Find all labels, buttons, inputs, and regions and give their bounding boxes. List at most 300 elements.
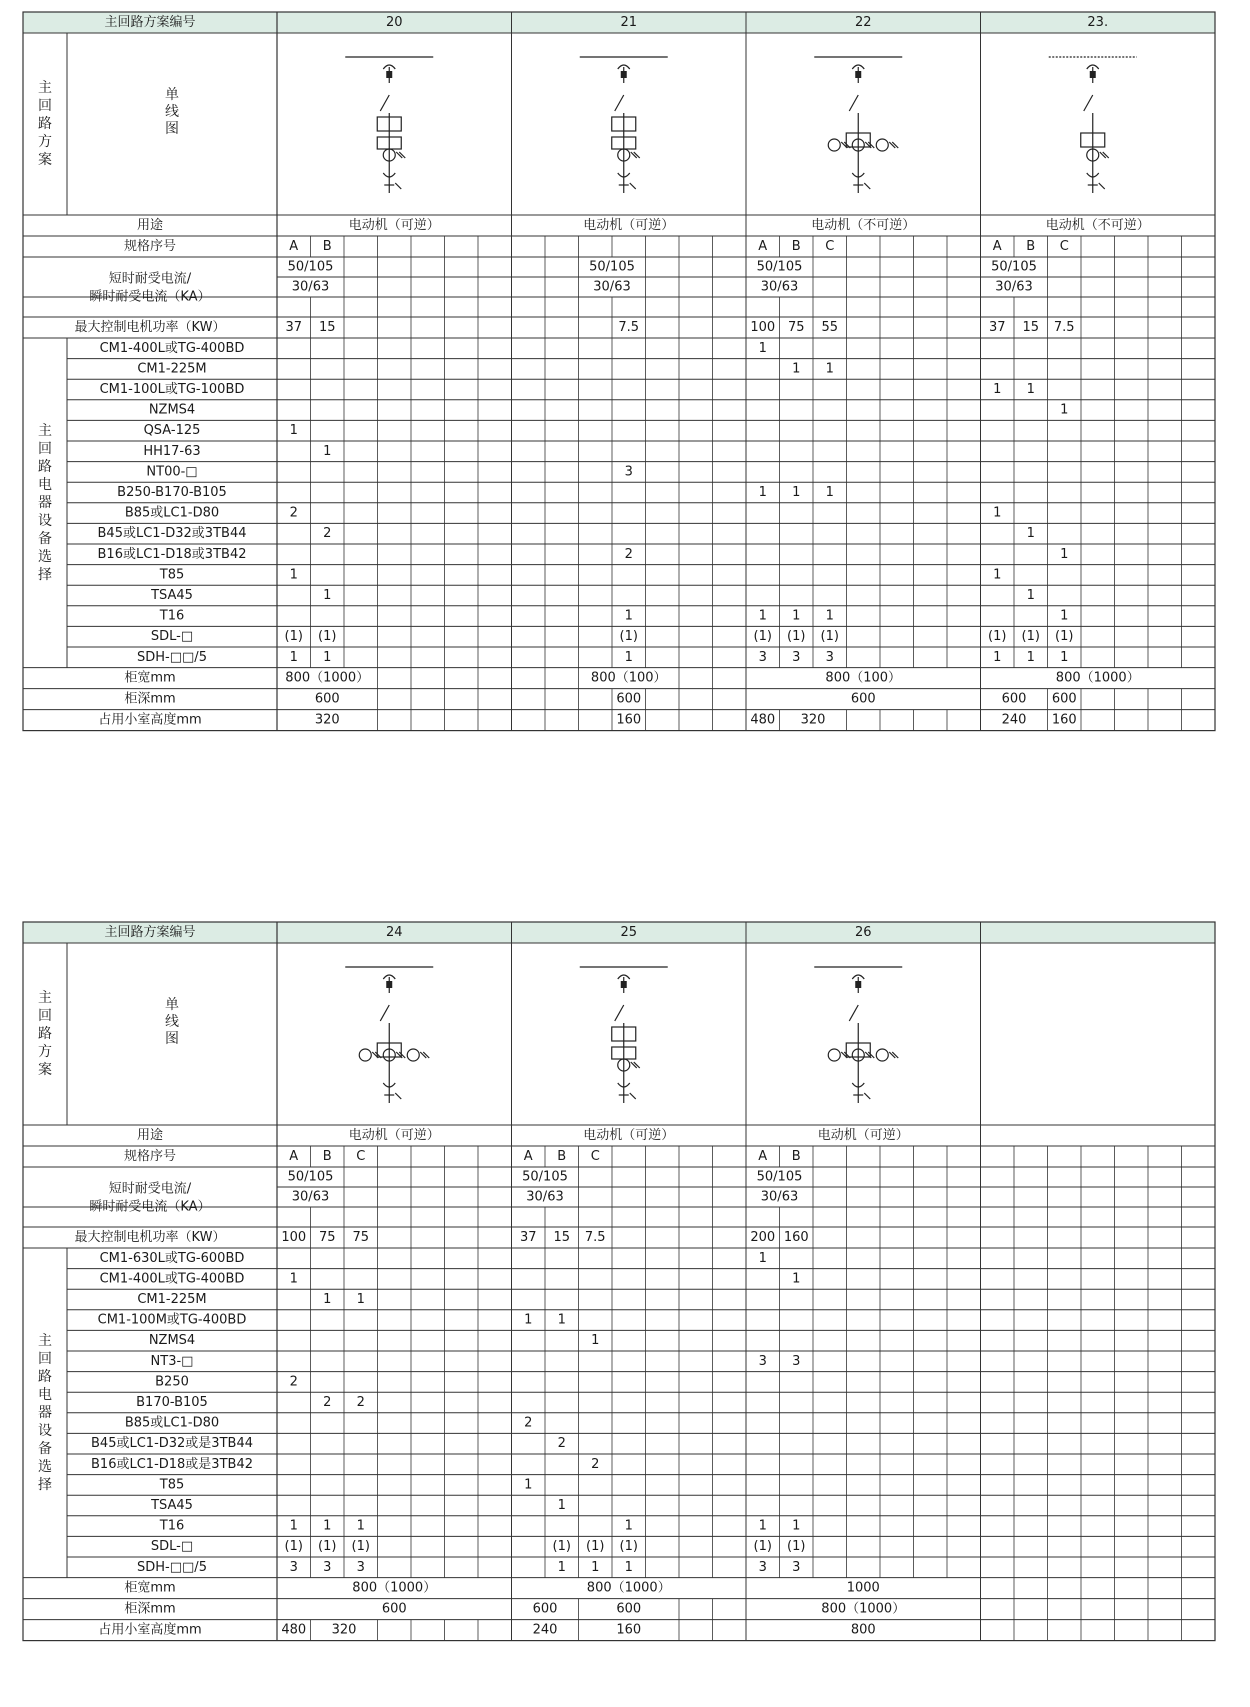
table-cell: 800（100） [825, 670, 902, 686]
main-circuit-vertical-label-char: 主 [38, 990, 52, 1006]
table-cell: A [289, 1149, 299, 1164]
table-cell: 50/105 [589, 259, 635, 275]
fuse-icon [855, 71, 861, 78]
ct-earth-mark [423, 1052, 429, 1058]
table-cell: 800（1000） [285, 670, 370, 686]
table-cell: A [289, 239, 299, 254]
table-cell: 1 [1026, 382, 1035, 397]
spec-number-label: 规格序号 [123, 1149, 177, 1164]
table-cell: (1) [351, 1539, 370, 1555]
table-cell: 1 [356, 1292, 365, 1307]
table-cell: 2 [356, 1395, 365, 1410]
ct-earth-mark [399, 152, 405, 158]
table-cell: 1 [557, 1312, 566, 1328]
usage-value: 电动机（可逆） [348, 218, 440, 233]
equipment-vertical-label-char: 备 [38, 530, 52, 547]
table-cell: 1 [1060, 608, 1069, 624]
equipment-item-label: SDH-□□/5 [137, 1559, 207, 1575]
single-line-label-char: 图 [165, 1031, 179, 1047]
table-cell: 7.5 [618, 320, 640, 335]
table-cell: 160 [1051, 712, 1077, 728]
equipment-vertical-label-char: 路 [38, 458, 52, 475]
main-circuit-vertical-label-char: 案 [38, 152, 52, 168]
equipment-item-label: B45或LC1-D32或是3TB44 [91, 1436, 253, 1452]
usage-value: 电动机（不可逆） [811, 218, 916, 233]
table-cell: 1 [323, 443, 332, 459]
equipment-item-label: CM1-400L或TG-400BD [99, 1271, 245, 1287]
max-motor-power-label: 最大控制电机功率（KW） [74, 1230, 226, 1245]
ct-earth-mark [892, 142, 898, 148]
ct-earth-mark [631, 152, 637, 158]
equipment-vertical-label-char: 主 [38, 1332, 52, 1349]
table-cell: 1 [289, 1271, 298, 1287]
fuse-icon [621, 981, 627, 988]
table-cell: 600 [314, 691, 340, 707]
table-cell: 1 [758, 608, 767, 624]
table-cell: 2 [323, 526, 332, 542]
table-cell: 50/105 [287, 259, 334, 275]
table-cell: 600 [532, 1601, 558, 1617]
fuse-icon [386, 71, 392, 78]
table-cell: 600 [1001, 691, 1027, 707]
table-cell: 1 [624, 1559, 633, 1575]
table-cell: 800（1000） [1055, 670, 1140, 686]
usage-label: 用途 [136, 218, 164, 233]
equipment-vertical-label-char: 器 [38, 494, 52, 511]
equipment-item-label: B250 [155, 1374, 189, 1390]
ct-earth-mark [634, 152, 640, 158]
scheme-number: 25 [620, 925, 638, 940]
table-cell: 600 [850, 691, 876, 707]
equipment-item-label: B16或LC1-D18或3TB42 [97, 546, 247, 562]
single-line-label-char: 单 [165, 997, 179, 1013]
table-cell: 1 [557, 1498, 566, 1513]
equipment-item-label: SDL-□ [150, 629, 194, 645]
equipment-item-label: B45或LC1-D32或3TB44 [97, 526, 247, 542]
ct-earth-mark [631, 1062, 637, 1068]
table-cell: (1) [586, 1539, 605, 1555]
table-cell: 30/63 [291, 1189, 330, 1205]
breaker-icon [380, 95, 389, 111]
table-cell: 37 [988, 320, 1006, 335]
table-cell: (1) [552, 1539, 571, 1555]
table-cell: 800（1000） [352, 1580, 437, 1596]
fuse-icon [621, 71, 627, 78]
table-cell: 320 [800, 712, 826, 728]
table-cell: 240 [1001, 712, 1027, 728]
usage-value: 电动机（可逆） [817, 1128, 909, 1143]
scheme-number-label: 主回路方案编号 [104, 925, 196, 940]
table-cell: 2 [323, 1395, 332, 1410]
usage-value: 电动机（可逆） [348, 1128, 440, 1143]
scheme-number-label: 主回路方案编号 [104, 15, 196, 30]
table-cell: 1 [758, 485, 767, 500]
table-cell: (1) [753, 1539, 772, 1555]
equipment-item-label: CM1-400L或TG-400BD [99, 340, 245, 356]
scheme-number: 23. [1087, 15, 1109, 30]
ct-earth-mark [889, 142, 895, 148]
table-cell: 3 [792, 649, 801, 665]
breaker-icon [615, 95, 624, 111]
table-cell: C [1059, 239, 1069, 254]
table-cell: 3 [758, 1559, 767, 1575]
table-cell: 1 [1026, 588, 1035, 603]
equipment-item-label: TSA45 [151, 588, 193, 603]
table-cell: 50/105 [991, 259, 1037, 275]
table-cell: 1 [758, 1518, 767, 1534]
single-line-diagram [345, 57, 433, 193]
single-line-diagram [345, 967, 433, 1103]
cabinet-width-label: 柜宽mm [124, 670, 176, 686]
equipment-item-label: CM1-630L或TG-600BD [99, 1250, 245, 1266]
table-cell: 1 [289, 649, 298, 665]
table-cell: A [758, 1149, 768, 1164]
usage-label: 用途 [136, 1128, 164, 1143]
table-cell: 160 [616, 712, 642, 728]
cabinet-width-label: 柜宽mm [124, 1580, 176, 1596]
equipment-item-label: CM1-225M [137, 1292, 207, 1307]
table-cell: 1 [289, 1518, 298, 1534]
table-cell: 3 [758, 649, 767, 665]
compartment-height-label: 占用小室高度mm [98, 1622, 202, 1638]
table-cell: (1) [787, 629, 806, 645]
breaker-icon [380, 1005, 389, 1021]
peak-current-label: 瞬时耐受电流（KA） [89, 289, 211, 305]
ct-earth-mark [864, 183, 870, 189]
equipment-vertical-label-char: 选 [38, 1458, 52, 1475]
equipment-item-label: B85或LC1-D80 [124, 1415, 220, 1431]
ct-earth-mark [420, 1052, 426, 1058]
table-cell: (1) [820, 629, 839, 645]
table-cell: 1 [1060, 649, 1069, 665]
equipment-item-label: CM1-100L或TG-100BD [99, 382, 245, 397]
main-circuit-vertical-label-char: 案 [38, 1062, 52, 1078]
table-cell: 1 [993, 649, 1002, 665]
equipment-item-label: TSA45 [151, 1498, 193, 1513]
equipment-item-label: NZMS4 [148, 1333, 196, 1349]
single-line-label-char: 单 [165, 87, 179, 103]
table-cell: (1) [787, 1539, 806, 1555]
table-cell: 1 [289, 423, 298, 439]
table-cell: 600 [616, 691, 642, 707]
table-cell: 3 [323, 1559, 332, 1575]
breaker-icon [615, 1005, 624, 1021]
current-transformer-icon [407, 1049, 419, 1061]
single-line-diagram [814, 967, 902, 1103]
table-cell: (1) [619, 1539, 638, 1555]
single-line-diagram [1049, 57, 1137, 193]
table-cell: 50/105 [756, 259, 803, 275]
table-cell: 1 [825, 608, 834, 624]
table-cell: 800（100） [590, 670, 667, 686]
table-cell: 37 [519, 1230, 537, 1245]
equipment-vertical-label [38, 423, 52, 583]
scheme-table-1 [23, 12, 1215, 731]
equipment-item-label: B85或LC1-D80 [124, 505, 220, 521]
table-cell: (1) [1021, 629, 1040, 645]
ct-earth-mark [395, 183, 401, 189]
equipment-item-label: CM1-225M [137, 361, 207, 377]
equipment-vertical-label-char: 回 [38, 1350, 52, 1367]
table-cell: 3 [624, 464, 633, 480]
table-cell: 1 [524, 1477, 533, 1493]
equipment-item-label: HH17-63 [143, 443, 201, 459]
table-cell: C [590, 1149, 600, 1164]
table-cell: 200 [750, 1230, 776, 1245]
table-cell: 1 [524, 1312, 533, 1328]
fuse-icon [386, 981, 392, 988]
equipment-vertical-label-char: 备 [38, 1440, 52, 1457]
table-cell: 50/105 [287, 1169, 334, 1185]
main-circuit-vertical-label-char: 路 [38, 116, 52, 132]
table-cell: B [557, 1149, 567, 1164]
table-cell: 7.5 [1053, 320, 1075, 335]
ct-earth-mark [1103, 152, 1109, 158]
table-cell: (1) [284, 1539, 303, 1555]
compartment-height-label: 占用小室高度mm [98, 712, 202, 728]
main-circuit-vertical-label-char: 回 [38, 1008, 52, 1024]
scheme-number: 22 [854, 15, 872, 30]
ct-earth-mark [630, 1093, 636, 1099]
table-cell: 1 [624, 1518, 633, 1534]
table-cell: B [322, 239, 332, 254]
table-cell: 2 [557, 1436, 566, 1452]
table-cell: 1 [792, 608, 801, 624]
ct-earth-mark [892, 1052, 898, 1058]
main-circuit-vertical-label [38, 80, 52, 168]
table-cell: 7.5 [584, 1230, 606, 1245]
current-transformer-icon [876, 1049, 888, 1061]
table-cell: 3 [758, 1353, 767, 1369]
header-row [23, 12, 1215, 33]
table-cell: 1000 [846, 1580, 880, 1596]
table-cell: 240 [532, 1622, 558, 1638]
table-cell: 1 [825, 361, 834, 377]
table-cell: 55 [821, 320, 839, 335]
ct-earth-mark [1099, 183, 1105, 189]
table-cell: A [992, 239, 1002, 254]
equipment-vertical-label-char: 选 [38, 548, 52, 565]
table-cell: 3 [792, 1353, 801, 1369]
single-line-label-char: 线 [165, 104, 179, 120]
equipment-vertical-label [38, 1333, 52, 1493]
table-cell: C [825, 239, 835, 254]
table-cell: 320 [314, 712, 340, 728]
single-line-diagram [814, 57, 902, 193]
equipment-vertical-label-char: 电 [38, 1386, 52, 1403]
scheme-number: 21 [620, 15, 638, 30]
table-cell: 1 [323, 1518, 332, 1534]
main-circuit-vertical-label [38, 990, 52, 1078]
ct-earth-mark [634, 1062, 640, 1068]
table-cell: (1) [318, 1539, 337, 1555]
table-cell: 75 [787, 320, 805, 335]
breaker-icon [1084, 95, 1093, 111]
table-cell: 50/105 [522, 1169, 568, 1185]
table-cell: 800（1000） [586, 1580, 671, 1596]
table-cell: 2 [624, 546, 633, 562]
equipment-vertical-label-char: 路 [38, 1368, 52, 1385]
table-cell: 1 [624, 649, 633, 665]
table-cell: 1 [323, 1292, 332, 1307]
equipment-vertical-label-char: 主 [38, 422, 52, 439]
single-line-diagram [580, 967, 668, 1103]
current-transformer-icon [876, 139, 888, 151]
equipment-vertical-label-char: 电 [38, 476, 52, 493]
short-current-label: 短时耐受电流/ [108, 271, 192, 287]
table-cell: 75 [352, 1230, 370, 1245]
table-cell: 600 [616, 1601, 642, 1617]
table-cell: B [1026, 239, 1036, 254]
table-cell: 3 [289, 1559, 298, 1575]
short-current-label: 短时耐受电流/ [108, 1181, 192, 1197]
table-cell: 480 [750, 712, 776, 728]
table-cell: A [758, 239, 768, 254]
table-cell: 30/63 [593, 279, 631, 295]
breaker-icon [849, 95, 858, 111]
table-cell: 1 [758, 340, 767, 356]
table-cell: 1 [792, 485, 801, 500]
table-cell: 2 [289, 505, 298, 521]
table-cell: (1) [1055, 629, 1074, 645]
single-line-label-char: 图 [165, 121, 179, 137]
table-cell: 15 [553, 1230, 571, 1245]
table-cell: (1) [284, 629, 303, 645]
scheme-number: 20 [385, 15, 403, 30]
main-circuit-vertical-label-char: 方 [38, 134, 52, 150]
table-cell: B [791, 239, 801, 254]
single-line-diagram [580, 57, 668, 193]
ct-earth-mark [864, 1093, 870, 1099]
table-cell: 1 [1060, 546, 1069, 562]
equipment-vertical-label-char: 设 [38, 512, 52, 529]
table-cell: 75 [318, 1230, 336, 1245]
scheme-number: 26 [854, 925, 872, 940]
usage-value: 电动机（可逆） [583, 1128, 675, 1143]
table-cell: 1 [624, 608, 633, 624]
spec-number-label: 规格序号 [123, 239, 177, 254]
table-cell: 2 [524, 1415, 533, 1431]
current-transformer-icon [828, 139, 840, 151]
equipment-item-label: NZMS4 [148, 402, 196, 418]
table-cell: 1 [289, 567, 298, 583]
equipment-item-label: NT3-□ [150, 1353, 194, 1369]
table-cell: 1 [323, 649, 332, 665]
table-cell: B [791, 1149, 801, 1164]
table-cell: (1) [753, 629, 772, 645]
breaker-icon [849, 1005, 858, 1021]
single-line-label [165, 87, 179, 137]
table-cell: (1) [619, 629, 638, 645]
equipment-item-label: T85 [159, 567, 185, 583]
equipment-vertical-label-char: 择 [38, 1476, 52, 1493]
current-transformer-icon [828, 1049, 840, 1061]
equipment-item-label: T16 [159, 608, 185, 624]
table-cell: 600 [381, 1601, 407, 1617]
table-cell: 160 [783, 1230, 809, 1245]
main-circuit-vertical-label-char: 主 [38, 80, 52, 96]
equipment-vertical-label-char: 设 [38, 1422, 52, 1439]
table-cell: 1 [1060, 402, 1069, 418]
table-cell: 1 [758, 1250, 767, 1266]
table-cell: 1 [323, 588, 332, 603]
table-cell: 30/63 [995, 279, 1033, 295]
table-cell: 15 [318, 320, 336, 335]
equipment-item-label: T85 [159, 1477, 185, 1493]
usage-value: 电动机（可逆） [583, 218, 675, 233]
main-circuit-vertical-label-char: 路 [38, 1026, 52, 1042]
equipment-item-label: B16或LC1-D18或是3TB42 [91, 1456, 253, 1472]
table-cell: 30/63 [291, 279, 330, 295]
equipment-item-label: SDL-□ [150, 1539, 194, 1555]
table-cell: 15 [1022, 320, 1040, 335]
ct-earth-mark [889, 1052, 895, 1058]
table-cell: 1 [1026, 649, 1035, 665]
table-cell: C [356, 1149, 366, 1164]
table-cell: 600 [1051, 691, 1077, 707]
table-cell: 30/63 [760, 279, 799, 295]
table-cell: 30/63 [760, 1189, 799, 1205]
table-cell: 1 [993, 382, 1002, 397]
table-cell: 1 [792, 1271, 801, 1287]
equipment-item-label: SDH-□□/5 [137, 649, 207, 665]
table-cell: 100 [281, 1230, 307, 1245]
table-cell: 100 [750, 320, 776, 335]
table-cell: 800（1000） [821, 1601, 906, 1617]
table-cell: B [322, 1149, 332, 1164]
ct-earth-mark [395, 1093, 401, 1099]
equipment-vertical-label-char: 器 [38, 1404, 52, 1421]
equipment-item-label: B250-B170-B105 [117, 485, 227, 500]
peak-current-label: 瞬时耐受电流（KA） [89, 1199, 211, 1215]
main-circuit-vertical-label-char: 回 [38, 98, 52, 114]
fuse-icon [855, 981, 861, 988]
cabinet-depth-label: 柜深mm [124, 1601, 176, 1617]
cabinet-depth-label: 柜深mm [124, 691, 176, 707]
ct-earth-mark [630, 183, 636, 189]
table-cell: A [523, 1149, 533, 1164]
table-cell: 1 [591, 1559, 600, 1575]
table-cell: 2 [591, 1456, 600, 1472]
table-cell: (1) [318, 629, 337, 645]
equipment-item-label: QSA-125 [143, 423, 201, 439]
table-cell: 320 [331, 1622, 357, 1638]
ct-earth-mark [1100, 152, 1106, 158]
table-cell: 3 [356, 1559, 365, 1575]
table-cell: 160 [616, 1622, 642, 1638]
main-circuit-vertical-label-char: 方 [38, 1044, 52, 1060]
single-line-label-char: 线 [165, 1014, 179, 1030]
table-cell: 1 [1026, 526, 1035, 542]
table-cell: 37 [285, 320, 303, 335]
table-cell: 1 [825, 485, 834, 500]
equipment-vertical-label-char: 回 [38, 440, 52, 457]
equipment-item-label: T16 [159, 1518, 185, 1534]
table-cell: 1 [993, 505, 1002, 521]
fuse-icon [1090, 71, 1096, 78]
table-cell: 1 [356, 1518, 365, 1534]
table-cell: 1 [591, 1333, 600, 1349]
usage-value: 电动机（不可逆） [1045, 218, 1150, 233]
table-cell: 3 [792, 1559, 801, 1575]
table-cell: (1) [988, 629, 1007, 645]
table-cell: 1 [993, 567, 1002, 583]
single-line-label [165, 997, 179, 1047]
max-motor-power-label: 最大控制电机功率（KW） [74, 320, 226, 335]
table-cell: 2 [289, 1374, 298, 1390]
equipment-vertical-label-char: 择 [38, 566, 52, 583]
equipment-item-label: B170-B105 [136, 1395, 208, 1410]
